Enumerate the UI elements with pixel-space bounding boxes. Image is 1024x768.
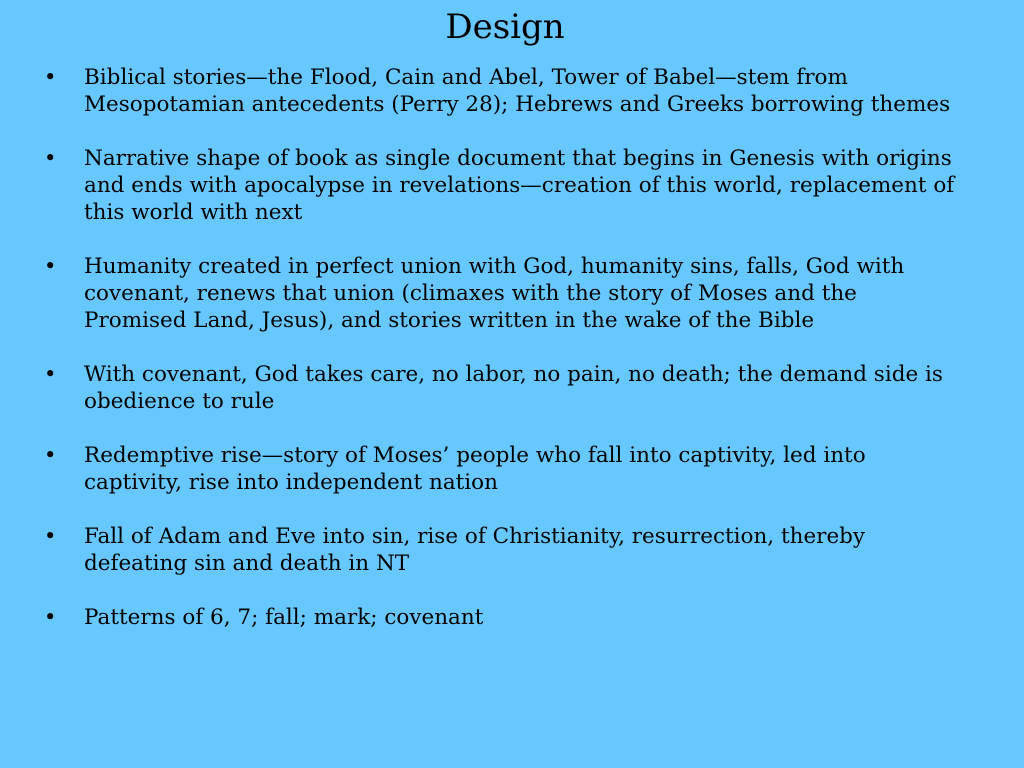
slide-title: Design: [445, 7, 565, 47]
bullet-item: [0, 253, 1024, 334]
bullet-text: Patterns of 6, 7; fall; mark; covenant: [84, 605, 484, 630]
bullet-text: With covenant, God takes care, no labor, no pain, no death; the demand side is obedience to rule: [84, 362, 943, 414]
bullet-marker-icon: •: [44, 254, 57, 278]
bullet-text: Narrative shape of book as single document that begins in Genesis with origins and ends with apocalypse in revelations—creation of this world, replacement of this world with next: [84, 146, 955, 225]
bullet-list: [0, 64, 1024, 658]
bullet-item: [0, 523, 1024, 577]
bullet-marker-icon: •: [44, 362, 57, 386]
bullet-item: [0, 442, 1024, 496]
bullet-text: Biblical stories—the Flood, Cain and Abel, Tower of Babel—stem from Mesopotamian antecedents (Perry 28); Hebrews and Greeks borrowing themes: [84, 65, 951, 117]
bullet-text: Redemptive rise—story of Moses’ people who fall into captivity, led into captivity, rise into independent nation: [84, 443, 866, 495]
bullet-text: Fall of Adam and Eve into sin, rise of Christianity, resurrection, thereby defeating sin and death in NT: [84, 524, 866, 576]
bullet-item: [0, 145, 1024, 226]
bullet-marker-icon: •: [44, 146, 57, 170]
bullet-text: Humanity created in perfect union with God, humanity sins, falls, God with covenant, renews that union (climaxes with the story of Moses and the Promised Land, Jesus), and stories written in the wake of the Bible: [84, 254, 905, 333]
bullet-item: [0, 64, 1024, 118]
bullet-item: [0, 361, 1024, 415]
bullet-marker-icon: •: [44, 605, 57, 629]
bullet-item: [0, 604, 1024, 631]
bullet-marker-icon: •: [44, 65, 57, 89]
bullet-marker-icon: •: [44, 524, 57, 548]
bullet-marker-icon: •: [44, 443, 57, 467]
